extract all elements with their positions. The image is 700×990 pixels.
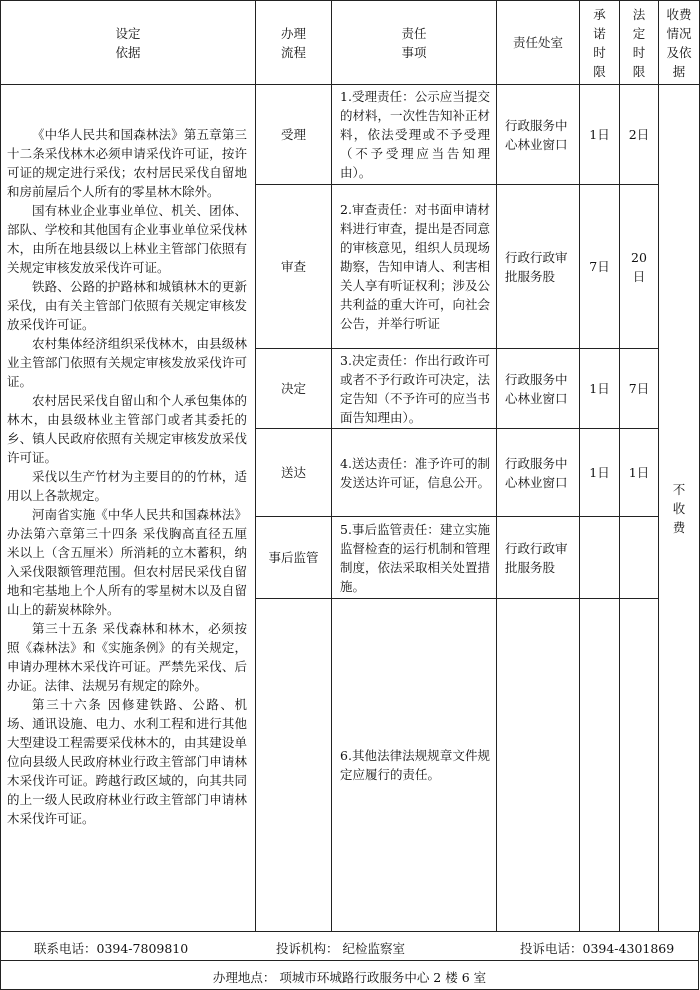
process-step: 送达 [256, 429, 332, 517]
contact-footer [0, 931, 699, 961]
complaint-agency: 投诉机构： 纪检监察室 [276, 941, 405, 956]
text-line: 流程 [280, 44, 306, 60]
header-fee [659, 1, 700, 85]
promise-time: 1日 [580, 429, 620, 517]
office-name: 行政服务中心林业窗口 [497, 429, 580, 517]
legal-time [620, 517, 659, 599]
header-legal-time [620, 1, 659, 85]
text-line: 法 [632, 6, 646, 22]
text-line: 责任 [401, 25, 427, 41]
legal-time [620, 599, 659, 932]
fee-info [659, 85, 700, 932]
text-line: 收费 [666, 6, 692, 22]
header-promise-time [580, 1, 620, 85]
text-line: 及依 [666, 44, 692, 60]
process-step [256, 599, 332, 932]
office-name: 行政服务中心林业窗口 [497, 349, 580, 429]
process-step: 事后监管 [256, 517, 332, 599]
basis-paragraph: 农村居民采伐自留山和个人承包集体的林木，由县级林业主管部门或者其委托的乡、镇人民政府依照有关规定审核发放采伐许可证。 [7, 393, 247, 465]
complaint-phone: 投诉电话：0394-4301869 [520, 941, 675, 956]
text-line: 设定 [115, 25, 141, 41]
text-line: 定 [632, 25, 646, 41]
header-row [1, 1, 700, 85]
responsibility-item: 4.送达责任：准予许可的制发送达许可证，信息公开。 [332, 429, 497, 517]
responsibility-item: 5.事后监管责任：建立实施监督检查的运行机制和管理制度，依法采取相关处置措施。 [332, 517, 497, 599]
responsibility-item: 2.审查责任：对书面申请材料进行审查，提出是否同意的审核意见，组织人员现场勘察，告知申请人、利害相关人享有听证权利；涉及公共利益的重大许可，向社会公告，并举行听证 [332, 185, 497, 349]
legal-time: 1日 [620, 429, 659, 517]
legal-basis-cell [1, 85, 256, 932]
office-name [497, 599, 580, 932]
basis-paragraph: 《中华人民共和国森林法》第五章第三十二条采伐林木必须申请采伐许可证，按许可证的规定进行采伐；农村居民采伐自留地和房前屋后个人所有的零星林木除外。 [7, 127, 247, 199]
legal-time: 2日 [620, 85, 659, 185]
promise-time: 7日 [580, 185, 620, 349]
office-name: 行政行政审批服务股 [497, 185, 580, 349]
text-line: 承 [593, 6, 606, 22]
basis-paragraph: 第三十六条 因修建铁路、公路、机场、通讯设施、电力、水利工程和进行其他大型建设工程需要采伐林木的，由其建设单位向县级人民政府林业行政主管部门申请林木采伐许可证。跨越行政区域的，向其共同的上一级人民政府林业行政主管部门申请林木采伐许可证。 [7, 697, 247, 826]
basis-paragraph: 铁路、公路的护路林和城镇林木的更新采伐，由有关主管部门依照有关规定审核发放采伐许可证。 [7, 279, 247, 332]
office-name: 行政服务中心林业窗口 [497, 85, 580, 185]
responsibility-item: 1.受理责任：公示应当提交的材料，一次性告知补正材料，依法受理或不予受理（不予受理应当告知理由）。 [332, 85, 497, 185]
fee-char: 费 [672, 519, 686, 535]
text-line: 责任处室 [512, 35, 563, 50]
text-line: 日 [632, 268, 646, 284]
header-process [256, 1, 332, 85]
promise-time: 1日 [580, 85, 620, 185]
fee-char: 不 [672, 481, 686, 497]
basis-paragraph: 国有林业企业事业单位、机关、团体、部队、学校和其他国有企业事业单位采伐林木，由所在地县级以上林业主管部门依照有关规定审核发放采伐许可证。 [7, 203, 247, 275]
basis-paragraph: 河南省实施《中华人民共和国森林法》办法第六章第三十四条 采伐胸高直径五厘米以上（含五厘米）所消耗的立木蓄积，纳入采伐限额管理范围。但农村居民采伐自留地和宅基地上个人所有的零星树木以及自留山上的薪炭林除外。 [7, 507, 247, 617]
text-line: 限 [632, 63, 646, 79]
process-step: 受理 [256, 85, 332, 185]
promise-time [580, 517, 620, 599]
text-line: 据 [672, 63, 686, 79]
promise-time [580, 599, 620, 932]
process-step: 审查 [256, 185, 332, 349]
header-responsibility [332, 1, 497, 85]
text-line: 限 [593, 63, 606, 79]
text-line: 时 [632, 44, 646, 60]
text-line: 20 [631, 249, 647, 265]
text-line: 诺 [593, 25, 606, 41]
text-line: 情况 [666, 25, 692, 41]
responsibility-item: 3.决定责任：作出行政许可或者不予行政许可决定，法定告知（不予许可的应当书面告知理由）。 [332, 349, 497, 429]
legal-time [620, 185, 659, 349]
office-address: 办理地点： 项城市环城路行政服务中心 2 楼 6 室 [212, 970, 487, 985]
fee-char: 收 [672, 500, 686, 516]
responsibility-item: 6.其他法律法规规章文件规定应履行的责任。 [332, 599, 497, 932]
header-basis [1, 1, 256, 85]
text-line: 依据 [115, 44, 141, 60]
legal-time: 7日 [620, 349, 659, 429]
contact-phone: 联系电话：0394-7809810 [34, 941, 189, 956]
office-name: 行政行政审批服务股 [497, 517, 580, 599]
basis-paragraph: 第三十五条 采伐森林和林木，必须按照《森林法》和《实施条例》的有关规定，申请办理林木采伐许可证。严禁先采伐、后办证。法律、法规另有规定的除外。 [7, 621, 247, 693]
promise-time: 1日 [580, 349, 620, 429]
basis-paragraph: 农村集体经济组织采伐林木，由县级林业主管部门依照有关规定审核发放采伐许可证。 [7, 336, 247, 389]
text-line: 办理 [280, 25, 306, 41]
text-line: 时 [593, 44, 606, 60]
basis-paragraph: 采伐以生产竹材为主要目的的竹林，适用以上各款规定。 [7, 469, 247, 503]
process-step: 决定 [256, 349, 332, 429]
text-line: 事项 [401, 44, 427, 60]
header-office [497, 1, 580, 85]
table-row [1, 85, 700, 185]
address-footer [0, 960, 699, 990]
